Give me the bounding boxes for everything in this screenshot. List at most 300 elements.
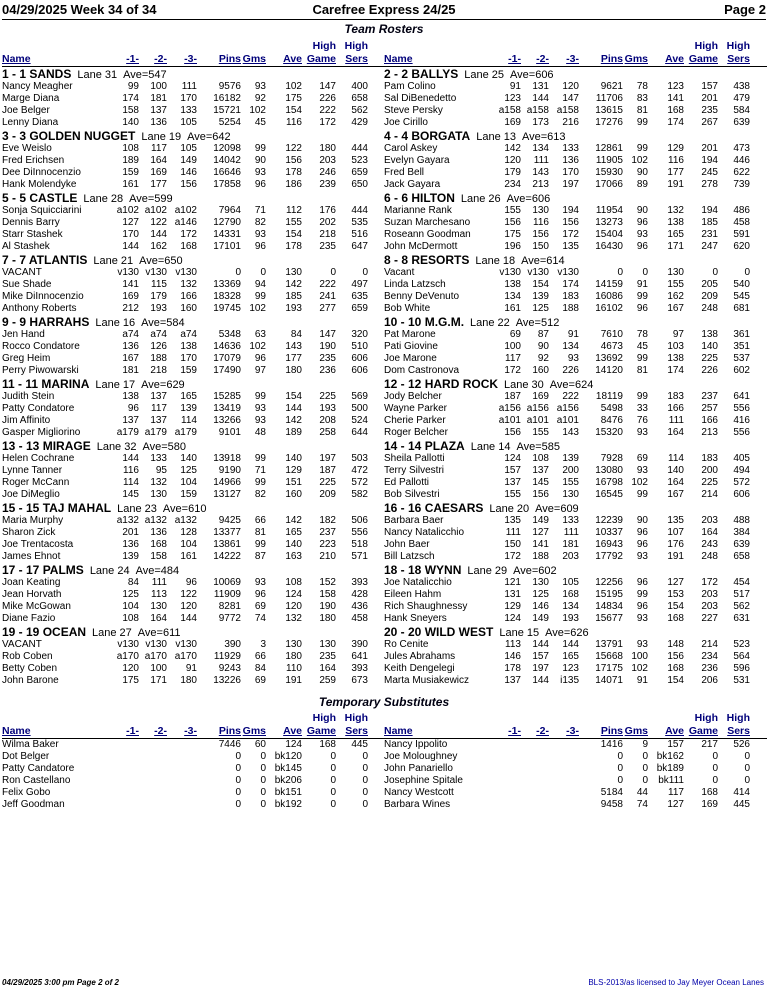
cell-pins: 13266 [213,415,241,426]
cell-g1: 137 [504,675,521,686]
team-ave: Ave=626 [545,627,589,639]
team-team-name: 6 - 6 HILTON [384,191,455,205]
cell-ave: 162 [667,291,684,302]
cell-g2: 113 [151,589,167,600]
cell-nm: Roseann Goodman [384,229,471,240]
player-row [384,589,767,601]
cell-ave: 130 [667,267,684,278]
cell-hs: 526 [733,739,750,750]
cell-ave: 127 [667,799,684,810]
cell-nm: Patty Candatore [2,763,75,774]
cell-hs: 572 [733,477,750,488]
cell-hg: 0 [712,775,718,786]
cell-g3: 156 [180,179,197,190]
team-team-name: 14 - 14 PLAZA [384,439,465,453]
cell-ave: 110 [286,663,302,674]
cell-g2: 168 [150,539,167,550]
cell-nm: Dot Belger [2,751,50,762]
cell-hs: 602 [733,365,750,376]
cell-g2: 149 [532,613,549,624]
cell-gms: 93 [636,613,648,624]
cell-gms: 99 [254,291,266,302]
cell-g2: 136 [150,117,167,128]
cell-g1: 161 [122,179,139,190]
cell-g3: a132 [174,515,197,526]
team-lane: Lane 25 [464,69,505,81]
team-ave: Ave=611 [137,627,181,639]
league-title: Carefree Express 24/25 [312,2,456,17]
col-header-pins: Pins [218,53,241,65]
cell-hs: 445 [351,739,368,750]
cell-hs: 320 [351,329,368,340]
cell-hg: 258 [319,427,336,438]
cell-hs: 523 [351,155,368,166]
cell-pins: 0 [617,751,623,762]
cell-ave: 154 [285,105,302,116]
cell-gms: 102 [249,105,266,116]
cell-nm: Nancy Westcott [384,787,454,798]
cell-g2: 213 [532,179,549,190]
team-header [384,67,767,81]
cell-hs: 659 [351,303,368,314]
cell-nm: Linda Latzsch [384,279,446,290]
cell-gms: 81 [636,105,648,116]
column-header [384,711,767,739]
player-row [384,353,767,365]
cell-gms: 93 [636,551,648,562]
cell-g2: 115 [151,279,167,290]
cell-g1: 84 [127,577,139,588]
cell-g2: 169 [532,391,549,402]
cell-g2: 126 [150,341,167,352]
cell-pins: 13226 [213,675,241,686]
cell-pins: 9425 [218,515,241,526]
cell-gms: 96 [254,589,266,600]
cell-g2: 134 [532,143,549,154]
cell-g2: 144 [532,675,549,686]
cell-g2: 132 [150,477,167,488]
footer-license: BLS-2013/as licensed to Jay Meyer Ocean Lanes [588,978,764,987]
cell-g3: 91 [185,663,197,674]
team-block [384,315,767,377]
cell-g1: 144 [122,453,139,464]
team-ave: Ave=606 [506,193,551,205]
player-row [384,787,767,799]
cell-gms: 93 [636,229,648,240]
player-row [384,303,767,315]
cell-ave: 148 [667,639,684,650]
cell-hs: 641 [733,391,750,402]
cell-g2: 162 [150,241,167,252]
team-header [384,315,767,329]
cell-g3: 139 [562,453,579,464]
cell-gms: 83 [636,93,648,104]
cell-g3: 172 [562,229,579,240]
cell-pins: 15930 [595,167,623,178]
cell-hs: 500 [351,403,368,414]
cell-hg: 236 [319,365,336,376]
cell-g3: v130 [175,267,197,278]
cell-ave: 193 [285,303,302,314]
cell-hs: 429 [351,117,368,128]
player-row [384,229,767,241]
cell-pins: 13080 [595,465,623,476]
team-header [384,439,767,453]
team-block [2,439,385,501]
cell-hs: 556 [351,527,368,538]
cell-g3: 136 [562,155,579,166]
col-header-hg1: High [312,712,336,724]
cell-hg: 235 [319,651,336,662]
cell-hg: 208 [319,415,336,426]
cell-hg: 222 [319,279,336,290]
cell-g1: 69 [509,329,521,340]
cell-nm: Greg Heim [2,353,51,364]
cell-g1: 113 [505,639,521,650]
player-row [384,205,767,217]
team-header [2,315,385,329]
cell-nm: VACANT [2,267,42,278]
player-row [2,799,385,811]
cell-pins: 0 [235,787,241,798]
cell-g1: a156 [498,403,521,414]
cell-hg: 201 [701,93,718,104]
team-block [384,67,767,129]
cell-g3: 122 [180,589,197,600]
cell-ave: 120 [285,601,302,612]
player-row [384,329,767,341]
cell-nm: Ed Pallotti [384,477,430,488]
cell-hg: 166 [701,415,718,426]
player-row [2,415,385,427]
cell-gms: 99 [636,117,648,128]
cell-nm: Gasper Migliorino [2,427,81,438]
cell-hg: 257 [701,403,718,414]
team-team-name: 7 - 7 ATLANTIS [2,253,88,267]
cell-g3: i135 [560,675,579,686]
cell-hg: 243 [701,539,718,550]
cell-g3: 111 [563,527,579,538]
cell-hg: 185 [701,217,718,228]
cell-hg: 0 [712,267,718,278]
col-header-g3: -3- [184,725,197,737]
cell-g3: 160 [180,303,197,314]
cell-hs: 545 [733,291,750,302]
cell-g3: 168 [562,589,579,600]
cell-g2: 193 [150,303,167,314]
cell-hs: 606 [351,353,368,364]
cell-nm: James Ehnot [2,551,61,562]
player-row [2,651,385,663]
cell-g2: 87 [537,329,549,340]
cell-pins: 5184 [600,787,623,798]
cell-ave: 84 [290,329,302,340]
cell-pins: 5498 [600,403,623,414]
player-row [384,415,767,427]
cell-hg: 183 [701,453,718,464]
cell-gms: 96 [636,577,648,588]
cell-hs: 503 [351,453,368,464]
cell-g1: v130 [117,267,139,278]
cell-hg: 213 [701,427,718,438]
cell-ave: 138 [667,217,684,228]
cell-hg: 209 [701,291,718,302]
cell-g3: 120 [562,81,579,92]
cell-g2: 144 [532,93,549,104]
team-ave: Ave=547 [123,69,167,81]
cell-gms: 90 [636,515,648,526]
cell-nm: Nancy Natalicchio [384,527,465,538]
cell-g2: v130 [145,267,167,278]
cell-ave: 178 [285,241,302,252]
cell-g3: 144 [180,613,197,624]
cell-g3: 161 [180,551,197,562]
player-row [384,515,767,527]
cell-gms: 74 [636,799,648,810]
cell-g1: 150 [504,539,521,550]
cell-g1: a74 [122,329,139,340]
cell-pins: 0 [235,267,241,278]
cell-hs: 647 [351,241,368,252]
team-team-name: 9 - 9 HARRAHS [2,315,90,329]
cell-hs: 641 [351,651,368,662]
cell-nm: Benny DeVenuto [384,291,460,302]
cell-hg: 197 [319,453,336,464]
cell-ave: 175 [285,93,302,104]
cell-gms: 96 [636,303,648,314]
cell-pins: 12239 [595,515,623,526]
cell-g1: 138 [122,391,139,402]
cell-gms: 99 [254,143,266,154]
cell-hg: 210 [319,551,336,562]
cell-hs: 620 [733,241,750,252]
cell-g1: 179 [504,167,521,178]
cell-ave: 129 [667,143,684,154]
cell-g1: 138 [504,279,521,290]
cell-gms: 99 [636,143,648,154]
cell-pins: 17175 [595,663,623,674]
cell-pins: 5348 [218,329,241,340]
team-header [384,253,767,267]
cell-g1: 136 [122,539,139,550]
cell-pins: 14222 [213,551,241,562]
cell-pins: 13419 [213,403,241,414]
cell-pins: 9458 [600,799,623,810]
cell-ave: 164 [667,477,684,488]
cell-hg: 277 [319,303,336,314]
cell-hs: 591 [733,229,750,240]
player-row [384,465,767,477]
cell-hs: 596 [733,663,750,674]
cell-nm: Starr Stashek [2,229,63,240]
cell-hg: 205 [701,279,718,290]
cell-g2: a158 [526,105,549,116]
cell-ave: bk120 [274,751,302,762]
cell-hs: 531 [733,675,750,686]
team-ave: Ave=642 [187,131,231,143]
cell-nm: Perry Piwowarski [2,365,79,376]
col-header-g2: -2- [536,725,549,737]
cell-g2: 131 [532,81,549,92]
cell-nm: Anthony Roberts [2,303,77,314]
cell-pins: 15195 [595,589,623,600]
cell-pins: 13615 [595,105,623,116]
cell-g2: a101 [526,415,549,426]
cell-ave: 156 [667,651,684,662]
cell-g1: 157 [504,465,521,476]
player-row [2,143,385,155]
col-header-g1: -1- [126,53,139,65]
cell-g3: 123 [562,663,579,674]
cell-pins: 11954 [595,205,623,216]
cell-hg: 0 [330,751,336,762]
cell-hs: 0 [744,751,750,762]
cell-hs: 606 [351,365,368,376]
col-header-hs2: Sers [345,53,368,65]
col-header-name: Name [2,725,31,737]
cell-g3: 180 [180,675,197,686]
cell-nm: Bob Silvestri [384,489,440,500]
team-lane: Lane 19 [141,131,182,143]
cell-hs: 486 [733,205,750,216]
team-ave: Ave=606 [510,69,554,81]
cell-ave: 117 [668,787,684,798]
player-row [2,167,385,179]
col-header-gms: Gms [624,53,648,65]
cell-ave: bk206 [274,775,302,786]
cell-hg: 225 [701,477,718,488]
col-header-hs2: Sers [727,53,750,65]
col-header-hs1: High [344,40,368,52]
player-row [384,489,767,501]
team-block [2,191,385,253]
cell-g1: 120 [504,155,521,166]
team-header [384,501,767,515]
cell-g3: 222 [562,391,579,402]
cell-gms: 102 [631,477,648,488]
cell-gms: 99 [636,391,648,402]
player-row [384,453,767,465]
cell-gms: 0 [260,751,266,762]
cell-nm: Vacant [384,267,415,278]
player-row [384,105,767,117]
team-ave: Ave=602 [513,565,557,577]
cell-gms: 99 [254,453,266,464]
player-row [2,427,385,439]
cell-ave: bk162 [656,751,684,762]
cell-hg: 0 [712,763,718,774]
cell-ave: 124 [285,589,302,600]
team-block [2,315,385,377]
cell-pins: 8476 [600,415,623,426]
player-row [2,589,385,601]
left-subs-column [2,711,385,811]
cell-pins: 15404 [595,229,623,240]
cell-g1: 175 [122,675,139,686]
cell-hg: 235 [319,353,336,364]
team-header [384,377,767,391]
cell-hg: 168 [319,739,336,750]
cell-pins: 13377 [213,527,241,538]
cell-g1: 140 [122,117,139,128]
team-header [2,129,385,143]
team-header [2,439,385,453]
cell-hs: 400 [351,81,368,92]
cell-nm: Marge Diana [2,93,60,104]
team-block [384,625,767,687]
player-row [384,217,767,229]
cell-g1: a101 [498,415,521,426]
cell-ave: 153 [667,589,684,600]
cell-hg: 157 [701,81,718,92]
cell-g3: a158 [556,105,579,116]
cell-nm: Evelyn Gayara [384,155,450,166]
cell-hs: 639 [733,539,750,550]
cell-pins: 16646 [213,167,241,178]
player-row [2,267,385,279]
cell-hs: 584 [733,105,750,116]
cell-pins: 12098 [213,143,241,154]
cell-g3: 170 [562,167,579,178]
cell-g2: 149 [532,515,549,526]
cell-gms: 93 [254,415,266,426]
player-row [384,639,767,651]
cell-ave: 103 [667,341,684,352]
cell-g3: 120 [180,601,197,612]
cell-hs: 537 [733,353,750,364]
team-lane: Lane 22 [470,317,510,329]
cell-hs: 540 [733,279,750,290]
player-row [2,403,385,415]
team-header [384,563,767,577]
cell-g1: 155 [504,205,521,216]
player-row [2,105,385,117]
col-header-g2: -2- [536,53,549,65]
cell-g3: 156 [562,217,579,228]
cell-g3: 91 [567,329,579,340]
cell-gms: 102 [631,155,648,166]
cell-hs: 361 [733,329,750,340]
cell-gms: 90 [254,155,266,166]
cell-ave: 168 [667,613,684,624]
team-team-name: 16 - 16 CAESARS [384,501,484,515]
cell-g1: 161 [504,303,521,314]
cell-g1: a102 [116,205,139,216]
rosters-title: Team Rosters [344,22,424,36]
cell-nm: Jack Gayara [384,179,441,190]
player-row [384,675,767,687]
cell-hs: 351 [733,341,750,352]
cell-hg: 180 [319,143,336,154]
cell-g1: 139 [122,551,139,562]
cell-pins: 13861 [213,539,241,550]
cell-pins: 0 [235,763,241,774]
cell-hs: 497 [351,279,368,290]
cell-ave: 176 [667,539,684,550]
cell-g3: 188 [562,303,579,314]
cell-pins: 13791 [595,639,623,650]
team-block [2,377,385,439]
player-row [2,477,385,489]
cell-g3: 165 [562,651,579,662]
cell-nm: Hank Sneyers [384,613,447,624]
player-row [384,403,767,415]
col-header-ave: Ave [283,53,302,65]
cell-hg: 194 [701,205,718,216]
cell-g2: 116 [533,217,549,228]
cell-g1: 196 [504,241,521,252]
cell-g3: 144 [562,639,579,650]
